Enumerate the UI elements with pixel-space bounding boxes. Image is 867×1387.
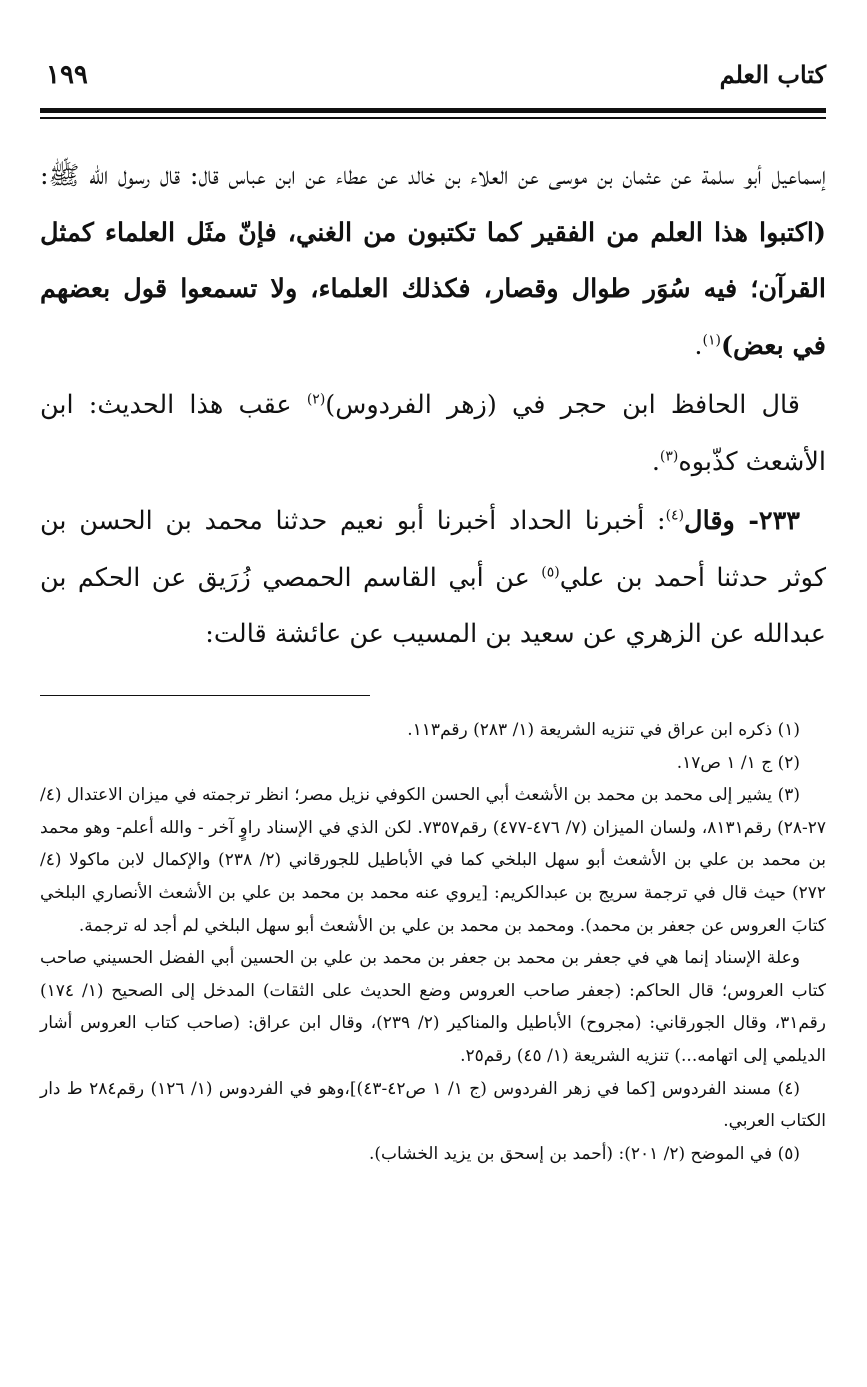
footnote-3-continued: وعلة الإسناد إنما هي في جعفر بن محمد بن جعفر بن محمد بن علي بن الحسين أبي الفضل الحسيني صاحب كتاب العروس؛ قال الحاكم: (جعفر صاحب العروس وضع الحديث على الثقات) المدخل إلى الصحيح (١/ ١٧٤) رقم٣١، وقال الجورقاني: (مجروح) الأباطيل والمناكير (٢/ ٢٣٩)، وقال ابن عراق: (صاحب كتاب العروس أشار الديلمي إلى اتهامه...) تنزيه الشريعة (١/ ٤٥) رقم٢٥. [40, 948, 826, 1066]
footnote-4: (٤) مسند الفردوس [كما في زهر الفردوس (ج ١/ ١ ص٤٢-٤٣)]،وهو في الفردوس (١/ ١٢٦) رقم٢٨٤ ط دار الكتاب العربي. [40, 1078, 826, 1132]
hadith-number: ٢٣٣- وقال [684, 506, 800, 536]
page-number: ١٩٩ [46, 60, 88, 90]
footnotes [40, 714, 826, 1170]
footnote-ref-2[interactable]: (٢) [306, 391, 326, 408]
commentary-text-2: عقب هذا الحديث: ابن الأشعث كذّبوه [40, 390, 826, 477]
footnote-ref-5[interactable]: (٥) [541, 564, 560, 580]
page-header [40, 56, 826, 104]
main-text [40, 148, 826, 663]
hadith-matn: (اكتبوا هذا العلم من الفقير كما تكتبون من الغني، فإنّ مثَل العلماء كمثل القرآن؛ فيه سُوَر طوال وقصار، فكذلك العلماء، ولا تسمعوا قول بعضهم في بعض) [40, 217, 826, 361]
paragraph-hadith-233 [40, 493, 826, 663]
footnote-1: (١) ذكره ابن عراق في تنزيه الشريعة (١/ ٢٨٣) رقم١١٣. [407, 720, 800, 740]
footnote-separator [40, 695, 370, 696]
footnote-3: (٣) يشير إلى محمد بن محمد بن الأشعث أبي الحسن الكوفي نزيل مصر؛ انظر ترجمته في ميزان الاعتدال (٤/ ٢٧-٢٨) رقم٨١٣١، ولسان الميزان (٧/ ٤٧٦-٤٧٧) رقم٧٣٥٧. لكن الذي في الإسناد راوٍ آخر - والله أعلم- وهو محمد بن محمد بن علي بن الأشعث أبو سهل البلخي كما في الأباطيل للجورقاني (٢/ ٢٣٨) والإكمال لابن ماكولا (٤/ ٢٧٢) حيث قال في ترجمة سريج بن عبدالكريم: [يروي عنه محمد بن محمد بن علي بن الأشعث الأنصاري البلخي كتابَ العروس عن جعفر بن محمد). ومحمد بن محمد بن علي بن الأشعث أبو سهل البلخي لم أجد له ترجمة. [40, 785, 827, 936]
commentary-text-1: قال الحافظ ابن حجر في (زهر الفردوس) [325, 390, 801, 420]
period: . [694, 330, 703, 361]
footnote-ref-4[interactable]: (٤) [665, 507, 685, 524]
paragraph-hadith-1 [40, 148, 826, 374]
isnad-text-1: : أخبرنا الحداد أخبرنا أبو نعيم حدثنا محمد بن الحسن بن كوثر حدثنا أحمد بن علي [40, 506, 826, 593]
footnote-2: (٢) ج ١/ ١ ص١٧. [676, 752, 800, 773]
book-page [40, 0, 826, 1387]
footnote-5: (٥) في الموضح (٢/ ٢٠١): (أحمد بن إسحق بن يزيد الخشاب). [368, 1143, 800, 1164]
header-rule-thick [40, 108, 826, 113]
running-title: كتاب العلم [719, 60, 826, 89]
footnote-ref-3[interactable]: (٣) [659, 448, 679, 464]
header-rule-thin [40, 117, 826, 119]
period: . [651, 446, 660, 477]
isnad-text-2: عن أبي القاسم الحمصي زُرَيق عن الحكم بن عبدالله عن الزهري عن سعيد بن المسيب عن عائشة قالت: [40, 562, 826, 649]
footnote-ref-1[interactable]: (١) [702, 332, 721, 348]
paragraph-commentary [40, 377, 826, 490]
isnad-text: إسماعيل أبو سلمة عن عثمان بن موسى عن العلاء بن خالد عن عطاء عن ابن عباس قال: قال رسول الله ﷺ: [40, 161, 826, 191]
